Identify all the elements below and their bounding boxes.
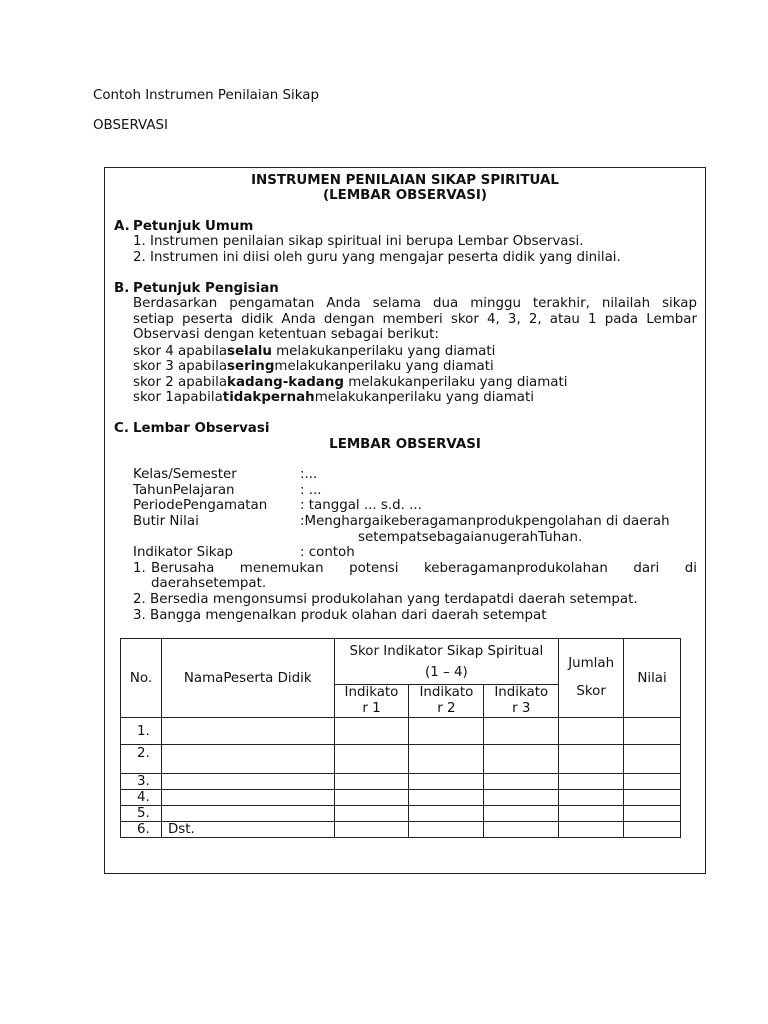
row-nama bbox=[161, 790, 334, 806]
header-nilai: Nilai bbox=[624, 639, 681, 718]
field-value-butir-cont: setempatsebagaianugerahTuhan. bbox=[358, 530, 583, 545]
header-indikator-3-line-1: Indikato bbox=[494, 685, 549, 700]
row-nama bbox=[161, 718, 334, 745]
header-indikator-2 bbox=[409, 685, 484, 718]
field-label-kelas: Kelas/Semester bbox=[133, 467, 237, 482]
row-cell bbox=[409, 790, 484, 806]
field-label-indikator: Indikator Sikap bbox=[133, 545, 234, 560]
field-value-kelas: :... bbox=[300, 467, 318, 482]
field-label-periode: PeriodePengamatan bbox=[133, 498, 268, 513]
row-cell bbox=[559, 718, 624, 745]
row-cell bbox=[624, 718, 681, 745]
row-cell bbox=[559, 774, 624, 790]
field-value-indikator: : contoh bbox=[300, 545, 355, 560]
page-subtitle: OBSERVASI bbox=[93, 118, 168, 133]
instrument-title: INSTRUMEN PENILAIAN SIKAP SPIRITUAL bbox=[251, 173, 559, 188]
header-indikator-2-line-1: Indikato bbox=[419, 685, 474, 700]
section-a-label: A. bbox=[114, 219, 130, 234]
score-line-2: skor 2 apabilakadang-kadang melakukanperilaku yang diamati bbox=[133, 375, 568, 390]
row-cell bbox=[334, 774, 409, 790]
row-number: 5. bbox=[121, 806, 162, 822]
header-indikator-1-line-1: Indikato bbox=[344, 685, 399, 700]
section-a-item-1: 1. Instrumen penilaian sikap spiritual ini berupa Lembar Observasi. bbox=[133, 234, 584, 249]
row-cell bbox=[334, 718, 409, 745]
row-cell bbox=[484, 806, 559, 822]
row-cell bbox=[409, 806, 484, 822]
row-cell bbox=[484, 774, 559, 790]
lembar-observasi-title: LEMBAR OBSERVASI bbox=[329, 437, 481, 452]
row-cell bbox=[409, 745, 484, 774]
section-b-heading: Petunjuk Pengisian bbox=[133, 281, 279, 296]
row-cell bbox=[334, 745, 409, 774]
indicator-2: 2. Bersedia mengonsumsi produkolahan yang terdapatdi daerah setempat. bbox=[133, 592, 638, 607]
header-jumlah bbox=[559, 639, 624, 718]
indicator-3: 3. Bangga mengenalkan produk olahan dari daerah setempat bbox=[133, 608, 547, 623]
header-indikator-3 bbox=[484, 685, 559, 718]
row-cell bbox=[559, 806, 624, 822]
table-row bbox=[121, 774, 681, 790]
field-value-tahun: : ... bbox=[300, 483, 322, 498]
header-skor-line-2: (1 – 4) bbox=[425, 664, 468, 680]
header-indikator-1 bbox=[334, 685, 409, 718]
header-jumlah-line-2: Skor bbox=[576, 684, 606, 699]
header-nama: NamaPeserta Didik bbox=[161, 639, 334, 718]
row-number: 1. bbox=[121, 718, 162, 745]
row-cell bbox=[484, 822, 559, 838]
observation-table bbox=[120, 638, 681, 838]
instrument-subtitle: (LEMBAR OBSERVASI) bbox=[323, 188, 487, 203]
row-cell bbox=[409, 822, 484, 838]
header-skor-line-1: Skor Indikator Sikap Spiritual bbox=[349, 643, 544, 659]
section-b-para-line-2: setiap peserta didik Anda dengan memberi skor 4, 3, 2, atau 1 pada Lembar bbox=[133, 312, 697, 327]
indicator-1-line-1: Berusaha menemukan potensi keberagamanprodukolahan dari di bbox=[151, 561, 697, 576]
section-b-para-line-1: Berdasarkan pengamatan Anda selama dua minggu terakhir, nilailah sikap bbox=[133, 296, 697, 311]
header-indikator-2-line-2: r 2 bbox=[437, 701, 456, 716]
row-nama: Dst. bbox=[161, 822, 334, 838]
section-c-heading: Lembar Observasi bbox=[133, 421, 270, 436]
field-label-butir: Butir Nilai bbox=[133, 514, 199, 529]
row-cell bbox=[484, 745, 559, 774]
row-cell bbox=[484, 718, 559, 745]
section-a-item-2: 2. Instrumen ini diisi oleh guru yang mengajar peserta didik yang dinilai. bbox=[133, 250, 621, 265]
row-number: 6. bbox=[121, 822, 162, 838]
row-cell bbox=[409, 774, 484, 790]
row-cell bbox=[559, 790, 624, 806]
row-cell bbox=[334, 822, 409, 838]
score-line-1: skor 1apabilatidakpernahmelakukanperilaku yang diamati bbox=[133, 390, 534, 405]
row-cell bbox=[624, 790, 681, 806]
section-c-label: C. bbox=[114, 421, 129, 436]
indicator-1-line-2: daerahsetempat. bbox=[151, 576, 267, 591]
row-cell bbox=[334, 806, 409, 822]
row-nama bbox=[161, 774, 334, 790]
indicator-1-number: 1. bbox=[133, 561, 146, 576]
row-number: 3. bbox=[121, 774, 162, 790]
field-label-tahun: TahunPelajaran bbox=[133, 483, 235, 498]
page-title: Contoh Instrumen Penilaian Sikap bbox=[93, 88, 319, 103]
row-nama bbox=[161, 806, 334, 822]
row-cell bbox=[624, 806, 681, 822]
score-line-3: skor 3 apabilaseringmelakukanperilaku yang diamati bbox=[133, 359, 494, 374]
header-jumlah-line-1: Jumlah bbox=[568, 656, 615, 671]
field-value-butir: :Menghargaikeberagamanprodukpengolahan di daerah bbox=[300, 514, 670, 529]
section-b-label: B. bbox=[114, 281, 130, 296]
row-cell bbox=[624, 822, 681, 838]
row-cell bbox=[559, 745, 624, 774]
row-cell bbox=[484, 790, 559, 806]
row-cell bbox=[334, 790, 409, 806]
header-indikator-1-line-2: r 1 bbox=[362, 701, 381, 716]
score-line-4: skor 4 apabilaselalu melakukanperilaku yang diamati bbox=[133, 344, 496, 359]
table-row bbox=[121, 790, 681, 806]
row-cell bbox=[409, 718, 484, 745]
header-skor bbox=[334, 639, 559, 685]
row-cell bbox=[624, 745, 681, 774]
table-row bbox=[121, 806, 681, 822]
section-a-heading: Petunjuk Umum bbox=[133, 219, 254, 234]
row-number: 2. bbox=[121, 745, 162, 774]
table-row bbox=[121, 822, 681, 838]
row-nama bbox=[161, 745, 334, 774]
row-cell bbox=[559, 822, 624, 838]
field-value-periode: : tanggal ... s.d. ... bbox=[300, 498, 422, 513]
header-no: No. bbox=[121, 639, 162, 718]
header-indikator-3-line-2: r 3 bbox=[512, 701, 531, 716]
row-number: 4. bbox=[121, 790, 162, 806]
table-row bbox=[121, 745, 681, 774]
section-b-para-line-3: Observasi dengan ketentuan sebagai berikut: bbox=[133, 327, 439, 342]
row-cell bbox=[624, 774, 681, 790]
table-row bbox=[121, 718, 681, 745]
